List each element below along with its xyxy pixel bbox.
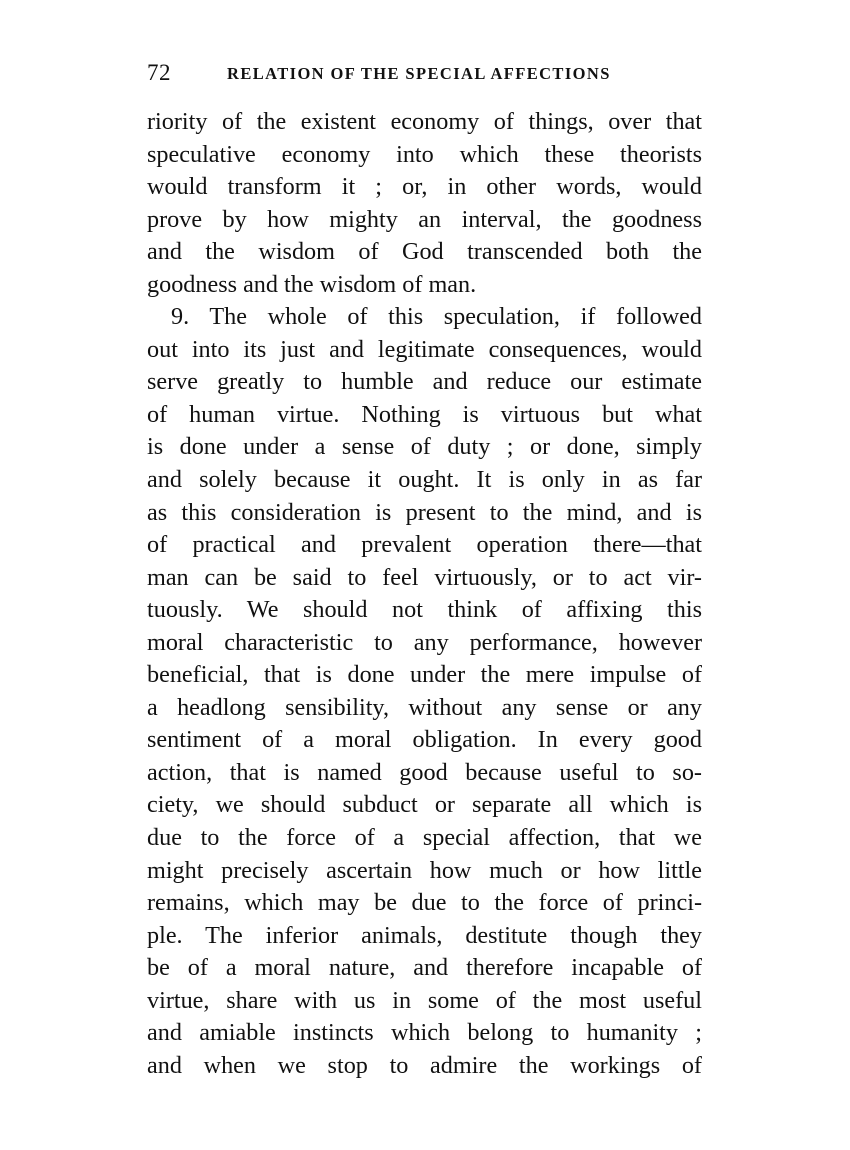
text-line: and the wisdom of God transcended both the [147, 238, 702, 266]
text-line: goodness and the wisdom of man. [147, 270, 477, 298]
text-line: beneficial, that is done under the mere impulse of [147, 661, 702, 689]
text-line: would transform it ; or, in other words, would [147, 173, 702, 201]
running-title: RELATION OF THE SPECIAL AFFECTIONS [227, 64, 611, 83]
paragraph-9 [147, 301, 702, 1082]
text-line: a headlong sensibility, without any sense or any [147, 693, 702, 721]
text-line: and amiable instincts which belong to humanity ; [147, 1019, 702, 1047]
body-text [147, 106, 702, 1082]
text-line: prove by how mighty an interval, the goodness [147, 205, 702, 233]
text-line: and when we stop to admire the workings of [147, 1051, 702, 1079]
text-line: riority of the existent economy of things, over that [147, 108, 702, 135]
text-line: tuously. We should not think of affixing this [147, 596, 702, 624]
text-line: of human virtue. Nothing is virtuous but what [147, 400, 702, 428]
text-line: out into its just and legitimate consequences, would [147, 335, 702, 363]
text-line: be of a moral nature, and therefore incapable of [147, 954, 702, 982]
text-line: remains, which may be due to the force of princi- [147, 889, 702, 917]
text-line: serve greatly to humble and reduce our estimate [147, 368, 702, 396]
text-line: as this consideration is present to the mind, and is [147, 498, 702, 526]
text-line: 9. The whole of this speculation, if followed [171, 303, 702, 331]
running-head [147, 60, 702, 90]
page-number: 72 [147, 60, 171, 85]
text-line: virtue, share with us in some of the most useful [147, 986, 702, 1014]
text-line: and solely because it ought. It is only in as far [147, 466, 702, 494]
text-line: speculative economy into which these theorists [147, 140, 702, 168]
text-line: of practical and prevalent operation there—that [147, 531, 702, 559]
text-line: moral characteristic to any performance, however [147, 628, 702, 656]
text-line: man can be said to feel virtuously, or to act vir- [147, 563, 702, 591]
text-line: due to the force of a special affection, that we [147, 824, 702, 852]
text-line: ciety, we should subduct or separate all which is [147, 791, 702, 819]
text-line: is done under a sense of duty ; or done, simply [147, 433, 702, 461]
text-line: might precisely ascertain how much or how little [147, 856, 702, 884]
text-line: ple. The inferior animals, destitute though they [147, 921, 702, 949]
paragraph-continuation [147, 106, 702, 301]
text-line: sentiment of a moral obligation. In every good [147, 726, 702, 754]
text-line: action, that is named good because useful to so- [147, 758, 702, 786]
